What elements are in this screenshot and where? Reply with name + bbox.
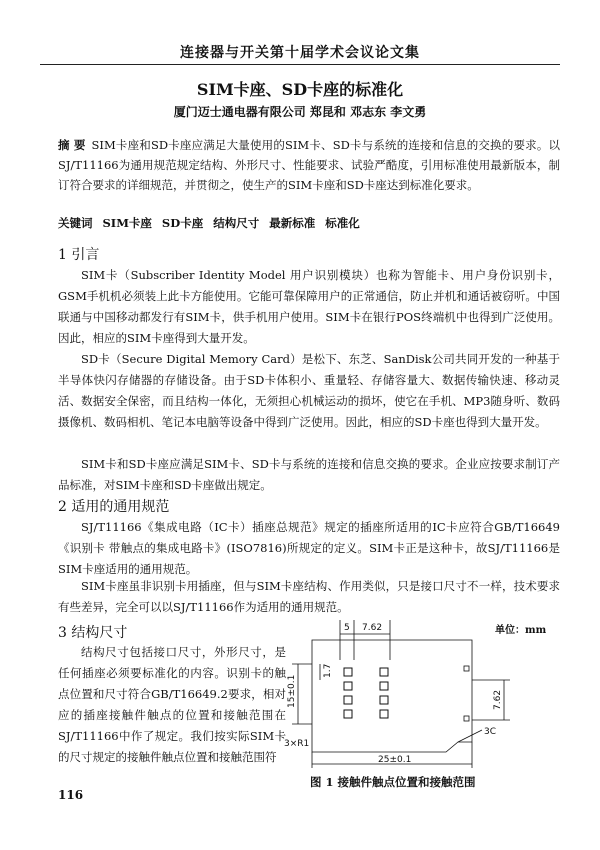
running-header: 连接器与开关第十届学术会议论文集 [180,45,420,61]
paper-title: SIM卡座、SD卡座的标准化 [196,80,404,99]
section-heading-structure: 3 结构尺寸 [58,625,128,641]
section-heading-intro: 1 引言 [58,247,100,263]
contact-pad-l3 [344,696,352,704]
paragraph-structure: 结构尺寸包括接口尺寸，外形尺寸，是任何插座必须要标准化的内容。识别卡的触点位置和尺寸符合GB/T16649.2要求，相对应的插座接触件触点的位置和接触范围在SJ/T11166中作了规定。我们按实际SIM卡的尺寸规定的接触件触点位置和接触范围符 [58,645,286,764]
paragraph-sd-spec: SIM卡座虽非识别卡用插座，但与SIM卡座结构、作用类似，只是接口尺寸不一样，技术要求有些差异，完全可以以SJ/T11166作为适用的通用规范。 [58,579,560,614]
page-number: 116 [58,788,84,802]
section-heading-general-spec: 2 适用的通用规范 [58,499,170,515]
contact-pad-r1 [380,668,388,676]
paragraph-requirements: SIM卡和SD卡座应满足SIM卡、SD卡与系统的连接和信息交换的要求。企业应按要求制订产品标准，对SIM卡座和SD卡座做出规定。 [58,457,560,492]
dim-top-b: 7.62 [362,623,383,633]
keywords: 关键词 SIM卡座 SD卡座 结构尺寸 最新标准 标准化 [58,216,360,230]
dim-left-a: 15±0.1 [287,674,297,708]
paper-authors: 厦门迈士通电器有限公司 郑昆和 邓志东 李文勇 [173,105,427,119]
dim-top-a: 5 [344,623,350,633]
contact-pad-r3 [380,696,388,704]
contact-pad-l4 [344,710,352,718]
dim-right: 7.62 [493,689,503,710]
abstract-text: SIM卡座和SD卡座应满足大量使用的SIM卡、SD卡与系统的连接和信息的交换的要求。以SJ/T11166为通用规范规定结构、外形尺寸、性能要求、试验严酷度，引用标准使用最新版本，制订符合要求的详细规范，并贯彻之，使生产的SIM卡座和SD卡座达到标准化要求。 [58,138,560,192]
paragraph-sd-card: SD卡（Secure Digital Memory Card）是松下、东芝、SanDisk公司共同开发的一种基于半导体快闪存储器的存储设备。由于SD卡体积小、重量轻、存储容量大、数据传输快速、移动灵活、数据安全保密，而且结构一体化，无须担心机械运动的损坏，使它在手机、MP3随身听、数码摄像机、数码相机、笔记本电脑等设备中得到广泛使用。因此，相应的SD卡座也得到大量开发。 [58,352,560,429]
dim-chamfer: 3C [484,727,497,737]
card-outline [312,640,472,752]
dim-bottom-radius: 3×R1 [284,739,310,749]
contact-mark-top [464,666,469,671]
dim-bottom: 25±0.1 [378,755,412,765]
contact-mark-bottom [464,716,469,721]
figure-caption: 图 1 接触件触点位置和接触范围 [310,775,476,789]
figure-contact-diagram [282,612,562,772]
dim-left-b: 1.7 [323,663,333,678]
contact-pad-r4 [380,710,388,718]
contact-pad-r2 [380,682,388,690]
figure-unit: 单位：mm [495,625,547,636]
paragraph-sim-card: SIM卡（Subscriber Identity Model 用户识别模块）也称为智能卡、用户身份识别卡，GSM手机机必须装上此卡方能使用。它能可靠保障用户的正常通信，防止并机和通话被窃听。中国联通与中国移动都发行有SIM卡，供手机用户使用。SIM卡在银行POS终端机中也得到广泛使用。因此，相应的SIM卡座得到大量开发。 [58,268,560,345]
abstract-label: 摘 要 [58,138,86,152]
header-rule [40,64,560,65]
abstract [58,135,560,195]
paragraph-sj-spec: SJ/T11166《集成电路（IC卡）插座总规范》规定的插座所适用的IC卡应符合GB/T16649《识别卡 带触点的集成电路卡》(ISO7816)所规定的定义。SIM卡正是这种卡，故SJ/T11166是SIM卡座适用的通用规范。 [58,520,560,576]
contact-pad-l1 [344,668,352,676]
contact-pad-l2 [344,682,352,690]
